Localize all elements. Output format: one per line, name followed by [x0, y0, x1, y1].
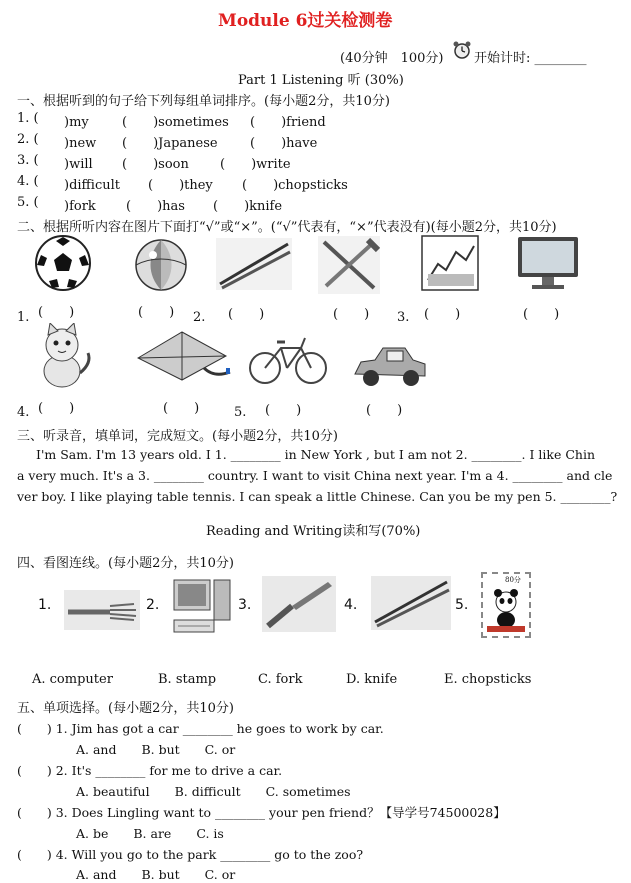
chopsticks-image [371, 576, 451, 634]
s4-option-b: B. stamp [158, 672, 217, 687]
s2-label-3: 3. [397, 310, 410, 325]
s2-answer-paren[interactable]: ( ) [333, 307, 370, 322]
mc-question-2: ( ) 2. It's ________ for me to drive a car. [17, 763, 283, 778]
beach-ball-image [133, 237, 189, 297]
s2-label-2: 2. [193, 310, 206, 325]
knife-and-fork-image [318, 236, 380, 298]
s1-row-4-c: ( )chopsticks [242, 178, 348, 193]
s1-row-3-a: )will [38, 157, 93, 172]
section1-title: 一、根据听到的句子给下列每组单词排序。(每小题2分，共10分) [17, 94, 390, 109]
chart-picture-image [420, 234, 480, 296]
s1-row-1-num: 1. ( [17, 111, 39, 126]
s1-row-2-a: )new [38, 136, 97, 151]
s4-option-a: A. computer [32, 672, 113, 687]
part1-heading: Part 1 Listening 听 (30%) [238, 73, 404, 88]
mc-options-3[interactable]: A. be B. are C. is [76, 826, 224, 841]
s1-row-5-num: 5. ( [17, 195, 39, 210]
s2-answer-paren[interactable]: ( ) [228, 307, 265, 322]
s4-num-3: 3. [238, 597, 252, 613]
bicycle-image [247, 330, 329, 390]
s1-row-3-c: ( )write [220, 157, 291, 172]
mc-question-4: ( ) 4. Will you go to the park ________ go to the zoo? [17, 847, 364, 862]
s1-row-4-num: 4. ( [17, 174, 39, 189]
mc-options-4[interactable]: A. and B. but C. or [76, 867, 236, 882]
section5-title: 五、单项选择。(每小题2分，共10分) [17, 701, 234, 716]
cat-image [30, 323, 94, 393]
page-title: Module 6过关检测卷 [218, 11, 393, 31]
car-image [351, 340, 429, 394]
kite-image [134, 328, 234, 388]
s1-row-2-num: 2. ( [17, 132, 39, 147]
section3-title: 三、听录音，填单词，完成短文。(每小题2分，共10分) [17, 429, 338, 444]
s1-row-5-b: ( )has [126, 199, 185, 214]
mc-options-2[interactable]: A. beautiful B. difficult C. sometimes [76, 784, 351, 799]
mc-question-1: ( ) 1. Jim has got a car ________ he goes to work by car. [17, 721, 384, 736]
exam-duration: (40分钟 100分) [340, 51, 444, 66]
part2-heading: Reading and Writing读和写(70%) [206, 524, 421, 539]
chopsticks-image [216, 238, 292, 294]
s1-row-5-a: )fork [38, 199, 96, 214]
section2-title: 二、根据所听内容在图片下面打“√”或“×”。(“√”代表有，“×”代表没有)(每小题2分，共10分) [17, 220, 557, 235]
s4-option-d: D. knife [346, 672, 398, 687]
s2-label-5: 5. [234, 405, 247, 420]
s4-num-5: 5. [455, 597, 469, 613]
section4-title: 四、看图连线。(每小题2分，共10分) [17, 556, 234, 571]
s1-row-1-c: ( )friend [250, 115, 326, 130]
s2-answer-paren[interactable]: ( ) [138, 305, 175, 320]
mc-question-3: ( ) 3. Does Lingling want to ________ your pen friend？【导学号74500028】 [17, 805, 506, 820]
fork-image [64, 590, 140, 634]
soccer-ball-image [33, 233, 93, 297]
computer-monitor-image [516, 235, 580, 295]
s2-answer-paren[interactable]: ( ) [38, 401, 75, 416]
alarm-clock-icon [452, 40, 472, 60]
s4-option-c: C. fork [258, 672, 303, 687]
s1-row-2-c: ( )have [250, 136, 318, 151]
computer-image [170, 576, 236, 642]
s2-answer-paren[interactable]: ( ) [366, 403, 403, 418]
s1-row-3-b: ( )soon [122, 157, 189, 172]
s4-num-2: 2. [146, 597, 160, 613]
start-time-label: 开始计时: ________ [474, 51, 587, 66]
s1-row-2-b: ( )Japanese [122, 136, 218, 151]
s4-num-4: 4. [344, 597, 358, 613]
s1-row-1-b: ( )sometimes [122, 115, 229, 130]
s2-answer-paren[interactable]: ( ) [424, 307, 461, 322]
s2-label-4: 4. [17, 405, 30, 420]
s1-row-4-a: )difficult [38, 178, 120, 193]
s2-answer-paren[interactable]: ( ) [38, 305, 75, 320]
mc-options-1[interactable]: A. and B. but C. or [76, 742, 236, 757]
s2-answer-paren[interactable]: ( ) [265, 403, 302, 418]
knife-image [262, 576, 336, 636]
stamp-value: 80分 [505, 576, 521, 584]
s1-row-3-num: 3. ( [17, 153, 39, 168]
s2-answer-paren[interactable]: ( ) [163, 401, 200, 416]
s1-row-5-c: ( )knife [213, 199, 283, 214]
s2-answer-paren[interactable]: ( ) [523, 307, 560, 322]
cloze-line-1: I'm Sam. I'm 13 years old. I 1. ________ in New York , but I am not 2. ________. I like Chin [36, 447, 595, 462]
s4-option-e: E. chopsticks [444, 672, 532, 687]
cloze-line-3: ver boy. I like playing table tennis. I can speak a little Chinese. Can you be my pen 5. ________? [17, 489, 618, 504]
s1-row-1-a: )my [38, 115, 89, 130]
s4-num-1: 1. [38, 597, 52, 613]
cloze-line-2: a very much. It's a 3. ________ country. I want to visit China next year. I'm a 4. ________ and cle [17, 468, 613, 483]
s1-row-4-b: ( )they [148, 178, 213, 193]
s2-label-1: 1. [17, 310, 30, 325]
